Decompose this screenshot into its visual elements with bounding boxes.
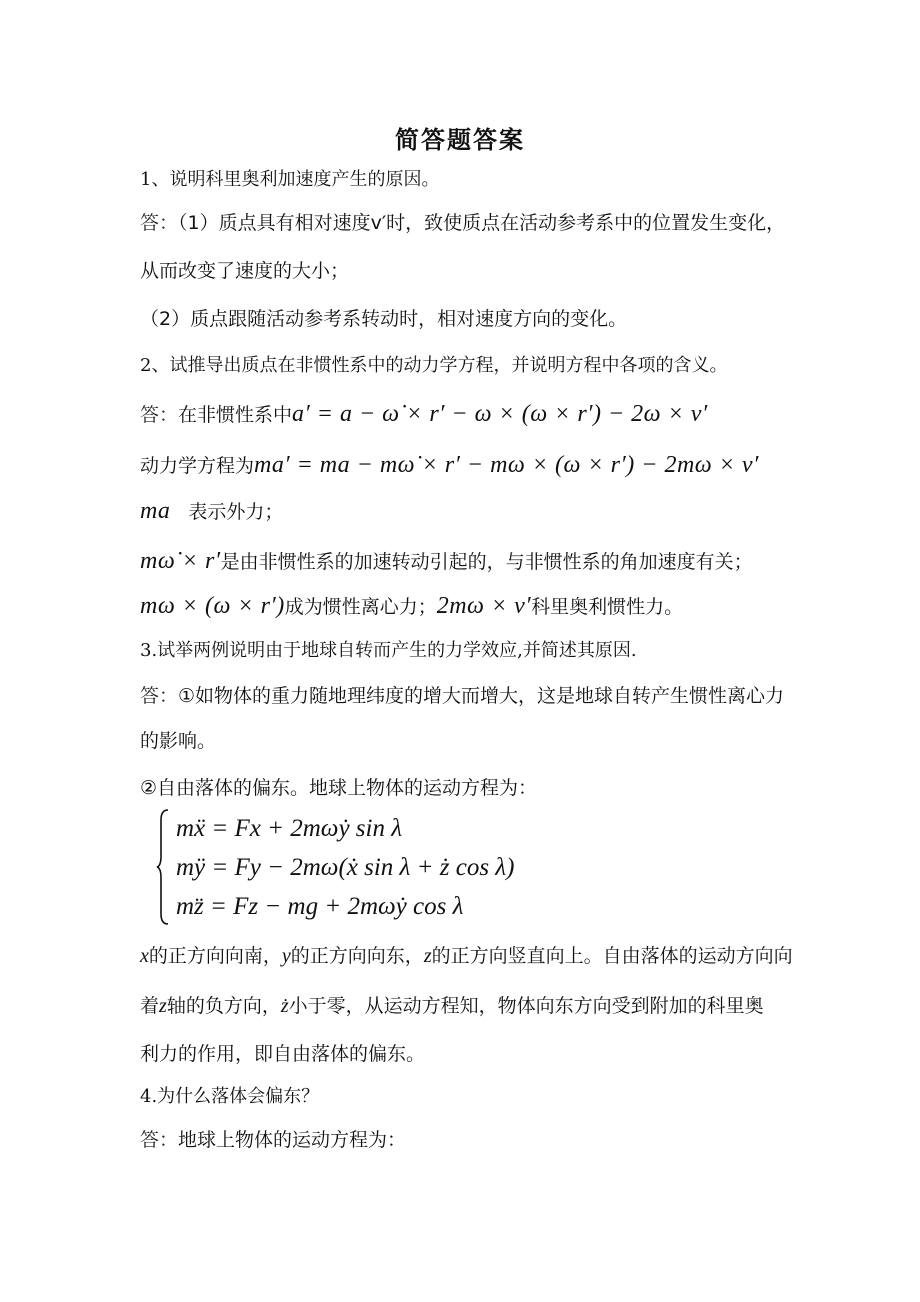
q2-answer-line-1 (140, 400, 708, 429)
question-3: 3.试举两例说明由于地球自转而产生的力学效应,并简述其原因. (140, 640, 637, 661)
q3-answer-line-1 (140, 682, 784, 710)
system-equation-z: mz̈ = Fz − mg + 2mωẏ cos λ (176, 893, 464, 920)
equation-system-brace (156, 808, 170, 926)
system-equation-y: mÿ = Fy − 2mω(ẋ sin λ + ż cos λ) (176, 854, 515, 881)
q4-answer-text: 地球上物体的运动方程为： (178, 1129, 407, 1151)
q2-intro: 在非惯性系中 (178, 404, 293, 426)
var-y: y (281, 945, 291, 967)
q1-answer-line-2: 从而改变了速度的大小； (140, 260, 350, 282)
q1-answer-line-3: （2）质点跟随活动参考系转动时，相对速度方向的变化。 (140, 308, 628, 330)
term-3-4-line (140, 592, 683, 621)
term-4-desc: 科里奥利惯性力。 (531, 596, 684, 618)
x-desc: 的正方向向南， (148, 945, 282, 967)
page-title: 简答题答案 (395, 125, 525, 154)
system-equation-x: mẍ = Fx + 2mωẏ sin λ (176, 815, 403, 842)
q4-answer-line-1 (140, 1126, 406, 1154)
var-x: x (140, 945, 149, 967)
dynamics-label: 动力学方程为 (140, 455, 255, 477)
y-desc: 的正方向向东， (290, 945, 424, 967)
q1-answer-line-1 (140, 209, 785, 237)
var-z-2: z (159, 995, 167, 1017)
direction-axis: 轴的负方向， (166, 995, 281, 1017)
answer-label: 答： (140, 404, 179, 426)
q3-conclusion: 利力的作用，即自由落体的偏东。 (140, 1043, 426, 1065)
q2-dynamics-line (140, 451, 759, 480)
question-4: 4.为什么落体会偏东？ (140, 1086, 320, 1107)
question-1: 1、说明科里奥利加速度产生的原因。 (140, 169, 440, 190)
term-centrifugal: mω × (ω × r′) (140, 593, 285, 619)
term-3-desc: 成为惯性离心力； (284, 596, 437, 618)
term-external-force: ma (140, 498, 171, 524)
q3-example-1: ①如物体的重力随地理纬度的增大而增大，这是地球自转产生惯性离心力 (178, 685, 785, 707)
q1-answer-text-1: （1）质点具有相对速度v′时，致使质点在活动参考系中的位置发生变化， (178, 212, 786, 234)
equation-dynamics: ma′ = ma − mω̇ × r′ − mω × (ω × r′) − 2mω × v′ (254, 452, 759, 478)
answer-label: 答： (140, 1129, 179, 1151)
term-1-desc: 表示外力； (188, 501, 284, 523)
term-2-desc: 是由非惯性系的加速转动引起的，与非惯性系的角加速度有关； (220, 551, 753, 573)
q3-example-2: ②自由落体的偏东。地球上物体的运动方程为： (140, 777, 538, 799)
var-z-dot: ż (280, 995, 289, 1017)
term-1-line (140, 497, 283, 526)
var-z: z (423, 945, 432, 967)
term-angular-accel: mω̇ × r′ (140, 548, 221, 574)
z-desc: 的正方向竖直向上。自由落体的运动方向向 (431, 945, 793, 967)
answer-label: 答： (140, 212, 179, 234)
answer-label: 答： (140, 685, 179, 707)
q3-axes-line (140, 942, 793, 970)
direction-rest: 小于零，从运动方程知，物体向东方向受到附加的科里奥 (288, 995, 764, 1017)
term-coriolis: 2mω × v′ (436, 593, 532, 619)
direction-prefix: 着 (140, 995, 160, 1017)
equation-acceleration: a′ = a − ω̇ × r′ − ω × (ω × r′) − 2ω × v′ (292, 401, 708, 427)
question-2: 2、试推导出质点在非惯性系中的动力学方程，并说明方程中各项的含义。 (140, 355, 728, 376)
term-2-line (140, 547, 753, 576)
q3-answer-line-2: 的影响。 (140, 730, 217, 752)
q3-direction-line (140, 992, 764, 1020)
